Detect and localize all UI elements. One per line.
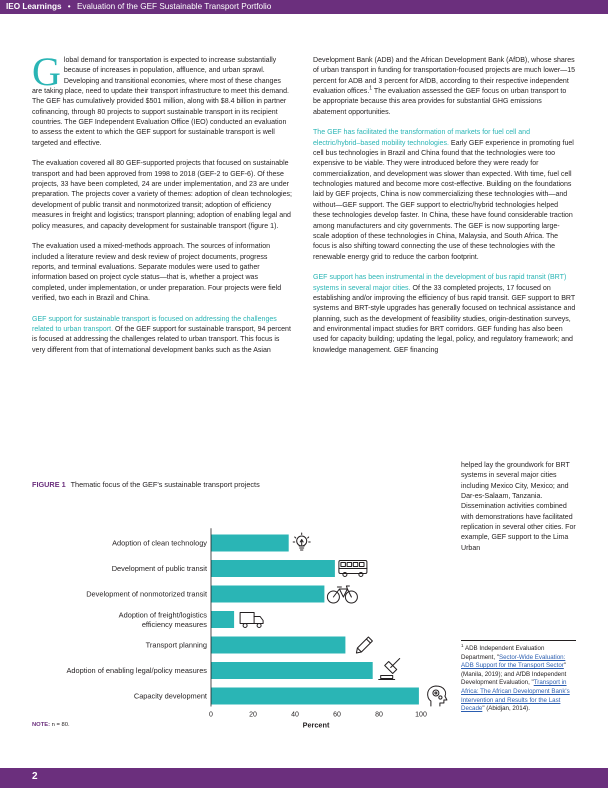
footnote bbox=[461, 642, 576, 714]
figure-caption: Thematic focus of the GEF's sustainable transport projects bbox=[70, 480, 260, 489]
footer-bar bbox=[0, 768, 608, 788]
x-axis-title: Percent bbox=[302, 720, 330, 730]
category-label-6: Adoption of enabling legal/policy measures bbox=[66, 666, 207, 676]
footnote-link-afdb[interactable]: Transport in Africa: The African Development Bank's Intervention and Results for the Last Decade bbox=[461, 679, 570, 713]
header-bar bbox=[0, 0, 608, 14]
footnote-divider bbox=[461, 640, 576, 641]
header-brand: IEO Learnings bbox=[6, 2, 62, 11]
x-tick-60: 60 bbox=[333, 711, 341, 719]
category-label-4: Adoption of freight/logistics bbox=[118, 610, 207, 620]
banks-text: Development Bank (ADB) and the African Development Bank (AfDB), whose shares of urban transport in funding for transportation-focused projects are much lower—15 percent for ADB and 3 percent for AfDB, according to their respective independent evaluation offices. bbox=[313, 57, 576, 96]
figure-note-text: n = 80. bbox=[51, 722, 70, 728]
category-label-4: efficiency measures bbox=[141, 619, 207, 629]
figure-title bbox=[32, 480, 260, 489]
x-tick-40: 40 bbox=[291, 711, 299, 719]
urban-focus-heading: GEF support for sustainable transport is focused on addressing the challenges related to urban transport. bbox=[32, 315, 277, 333]
x-tick-80: 80 bbox=[375, 711, 383, 719]
right-column bbox=[313, 56, 576, 366]
urban-focus-text: Of the GEF support for sustainable transport, 94 percent is focused at addressing the challenges related to urban transport. This focus is very different from that of international development banks such as the Asian bbox=[32, 325, 291, 354]
bar-1 bbox=[211, 535, 289, 552]
drop-cap: G bbox=[32, 49, 61, 94]
page-number: 2 bbox=[32, 771, 38, 782]
category-label-3: Development of nonmotorized transit bbox=[86, 589, 207, 599]
footnote-text-2: " (Manila, 2019); and AfDB Independent Development Evaluation, " bbox=[461, 662, 567, 687]
left-column bbox=[32, 49, 292, 366]
gavel-icon bbox=[379, 659, 400, 680]
brt-heading: GEF support has been instrumental in the development of bus rapid transit (BRT) systems in several major cities. bbox=[313, 274, 567, 292]
intro-paragraph bbox=[32, 49, 292, 149]
figure-note-label: NOTE: bbox=[32, 722, 51, 728]
footnote-number: 1 bbox=[461, 642, 464, 648]
footnote-text-1: ADB Independent Evaluation Department, " bbox=[461, 645, 545, 661]
category-label-2: Development of public transit bbox=[111, 564, 207, 574]
urban-focus-paragraph bbox=[32, 315, 292, 356]
market-text: Early GEF experience in promoting fuel cell bus technologies in Brazil and China found that the technologies were too expensive to be viable. They were introduced before they were ready for commercialization, and development was slower than expected. With time, fuel cell technologies matured and become more cost-effective. Building on the foundations laid by GEF projects, China is now commercializing these technologies with—and without—GEF support. The GEF support to electric/hybrid technologies helped these technologies develop faster. In China, these have found considerable traction among manufacturers and city governments. The GEF is now supporting large-scale adoption of these technologies in China, Malaysia, and South Africa. The focus is also shifting toward connecting the use of these technologies with the renewable energy grid to reduce the carbon footprint. bbox=[313, 139, 574, 261]
bar-3 bbox=[211, 586, 324, 603]
bus-icon bbox=[339, 561, 367, 577]
header-separator: • bbox=[67, 2, 71, 11]
bar-7 bbox=[211, 688, 419, 705]
methods-paragraph: The evaluation used a mixed-methods approach. The sources of information included a literature review and desk review of project documents, progress reports, and terminal evaluations. Separate modules were used to gather information based on project cycle status—that is, whether a project was completed, under implementation, or under preparation. Four projects were field verified, two each in Brazil and China. bbox=[32, 243, 282, 302]
brt-paragraph bbox=[313, 273, 576, 356]
bar-4 bbox=[211, 611, 234, 628]
x-tick-0: 0 bbox=[209, 711, 213, 719]
bar-6 bbox=[211, 662, 373, 679]
bicycle-icon bbox=[327, 586, 357, 603]
brt-paragraph-continued: helped lay the groundwork for BRT systems in several major cities including Mexico City, Mexico; and Dar-es-Salaam, Tanzania. Dissemination activities combined with demonstrations have facilitated replication in several other cities. For example, GEF support to the Lima Urban bbox=[461, 462, 576, 552]
x-tick-100: 100 bbox=[415, 711, 427, 719]
footnote-text-3: " (Abidjan, 2014). bbox=[482, 705, 530, 713]
coverage-paragraph: The evaluation covered all 80 GEF-supported projects that focused on sustainable transport and had been approved from 1998 to 2018 (GEF-2 to GEF-6). Of these projects, 33 have been completed, 24 are under implementation, and 23 are under preparation. The projects cover a variety of themes: adoption of clean technologies; development of public transit and nonmotorized transit; adoption of efficiency measures in freight and logistics; transport planning; adoption of enabling legal and policy measures, and capacity development for sustainable transport (figure 1). bbox=[32, 160, 292, 230]
bar-2 bbox=[211, 560, 335, 577]
market-heading: The GEF has facilitated the transformation of markets for fuel cell and electric/hybrid–based mobility technologies. bbox=[313, 129, 530, 147]
banks-paragraph bbox=[313, 56, 576, 118]
truck-icon bbox=[240, 613, 263, 628]
x-tick-20: 20 bbox=[249, 711, 257, 719]
lightbulb-icon bbox=[293, 533, 310, 550]
market-paragraph bbox=[313, 128, 576, 262]
header-title: Evaluation of the GEF Sustainable Transport Portfolio bbox=[76, 2, 272, 11]
head-gears-icon bbox=[428, 686, 447, 706]
category-label-5: Transport planning bbox=[145, 640, 207, 650]
bar-5 bbox=[211, 637, 345, 654]
category-label-1: Adoption of clean technology bbox=[112, 538, 207, 548]
pencil-icon bbox=[356, 637, 372, 653]
intro-text: lobal demand for transportation is expected to increase substantially because of increases in population, affluence, and urban sprawl. Developing and transitional economies, where most of these changes are taking place, need to update their transport infrastructure to meet this demand. The GEF has cumulatively provided $501 million, along with $8.4 billion in partner cofinancing, through 80 projects to support sustainable transport in its recipient countries. The GEF Independent Evaluation Office (IEO) conducted an evaluation to assess the extent to which the GEF support for sustainable transport is well targeted and effective. bbox=[32, 57, 289, 147]
banks-text-rest: The evaluation assessed the GEF focus on urban transport to be appropriate because this area provides for substantial GHG emissions abatement opportunities. bbox=[313, 88, 567, 116]
footnote-link-adb[interactable]: Sector-Wide Evaluation: ADB Support for the Transport Sector bbox=[461, 653, 566, 670]
figure-number: FIGURE 1 bbox=[32, 480, 66, 489]
category-label-7: Capacity development bbox=[133, 691, 207, 701]
brt-text: Of the 33 completed projects, 17 focused on establishing and/or improving the efficiency of bus rapid transit. GEF support to BRT systems and BRT-style upgrades has generally focused on technical assistance and planning, such as the development of feasibility studies, origin-destination surveys, and environmental impact studies for BRT corridors. GEF funding has also been used for capacity building; updating the legal, policy, and regulatory framework; and knowledge management. GEF financing bbox=[313, 284, 576, 354]
figure-note bbox=[32, 722, 70, 728]
footnote-ref[interactable]: 1 bbox=[369, 85, 373, 92]
